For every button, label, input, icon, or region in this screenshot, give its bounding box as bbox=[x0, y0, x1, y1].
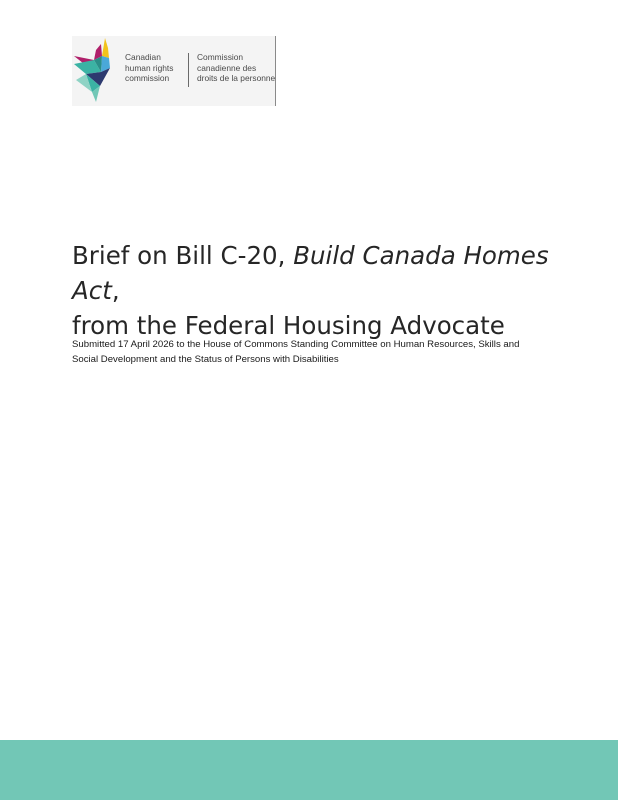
commission-logo bbox=[72, 36, 276, 106]
logo-divider bbox=[188, 53, 189, 87]
logo-en-line: human rights bbox=[125, 62, 174, 73]
title-line-two: from the Federal Housing Advocate bbox=[72, 311, 505, 340]
footer-color-band bbox=[0, 740, 618, 800]
logo-fr-line: canadienne des bbox=[197, 62, 257, 73]
title-bill-name: Build Canada Homes Act bbox=[72, 241, 549, 305]
logo-text-english bbox=[125, 52, 173, 84]
logo-text-french bbox=[197, 52, 275, 84]
logo-en-line: commission bbox=[125, 73, 170, 84]
maple-leaf-logo-icon bbox=[72, 36, 114, 106]
submission-statement: Submitted 17 April 2026 to the House of Commons Standing Committee on Human Resources, Skills and Social Development and the Status of Persons with Disabilities bbox=[72, 339, 520, 365]
title-prefix: Brief on Bill C-20, bbox=[72, 241, 294, 270]
logo-en-line: Canadian bbox=[125, 52, 161, 62]
logo-fr-line: Commission bbox=[197, 52, 244, 62]
document-title bbox=[72, 238, 592, 343]
title-comma: , bbox=[111, 276, 120, 305]
logo-fr-line: droits de la personne bbox=[197, 73, 276, 84]
logo-edge-divider bbox=[275, 36, 276, 106]
